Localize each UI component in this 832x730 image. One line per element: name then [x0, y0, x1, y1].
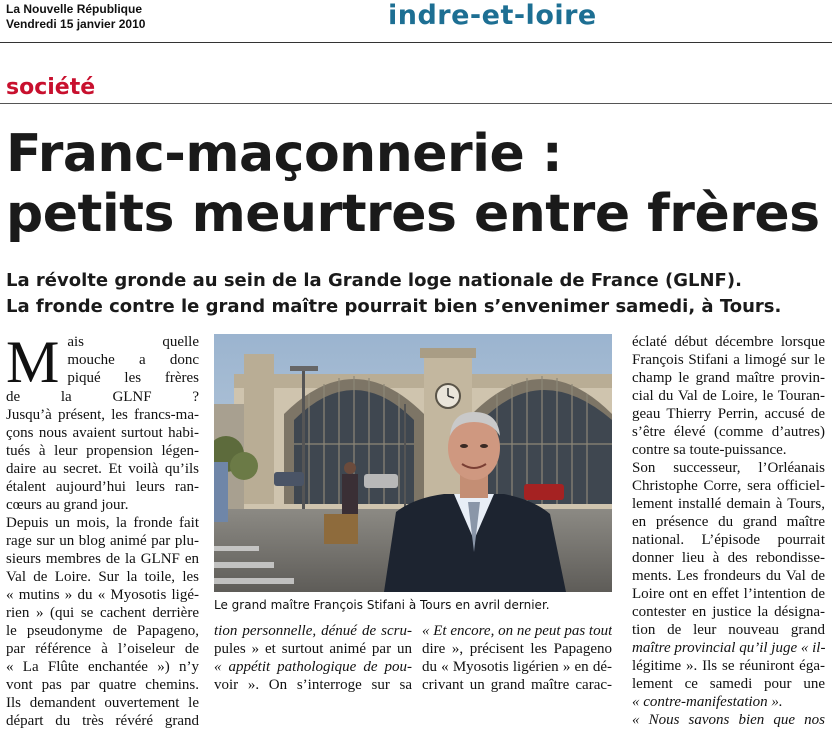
- text-line: tion de leur nouveau grand: [632, 622, 825, 638]
- article-column-3: [422, 622, 612, 694]
- text-line: le pseudonyme de Papageno,: [6, 623, 199, 639]
- article-column-1: [6, 329, 199, 730]
- text-line: piqué les frères: [67, 370, 199, 386]
- text-line: s’être élevé (comme d’autres): [632, 424, 825, 440]
- text-line: départ du très révéré grand: [6, 713, 199, 729]
- text-line: de la GLNF ?: [6, 389, 199, 405]
- text-line: daire au secret. Et voilà qu’ils: [6, 461, 199, 477]
- text-line: champ le grand maître provin-: [632, 370, 825, 386]
- headline-line: Franc-maçonnerie :: [6, 124, 563, 184]
- photo-caption: Le grand maître François Stifani à Tours en avril dernier.: [214, 598, 550, 612]
- headline-line: petits meurtres entre frères: [6, 184, 820, 244]
- text-line: donner lieu à des rebondisse-: [632, 550, 825, 566]
- article-column-4: [632, 333, 825, 729]
- text-line: du « Myosotis ligérien » en dé-: [422, 659, 612, 675]
- text-line: « contre-manifestation ».: [632, 694, 783, 710]
- station-photo-illustration: [214, 334, 612, 592]
- article-column-2: [214, 622, 412, 694]
- text-line: cial du Val de Loire, le Touran-: [632, 388, 825, 404]
- text-line: rage sur un blog animé par plu-: [6, 533, 199, 549]
- text-line: Loire ont en effet l’intention de: [632, 586, 825, 602]
- text-line: tués à leur propension légen-: [6, 443, 199, 459]
- subhead-line: La fronde contre le grand maître pourrait bien s’envenimer samedi, à Tours.: [6, 296, 782, 317]
- drop-cap: M: [6, 329, 60, 395]
- text-line: lement ce samedi pour une: [632, 676, 825, 692]
- edition-title: indre-et-loire: [388, 0, 597, 31]
- text-line: maître provincial qu’il juge « il-: [632, 640, 825, 656]
- text-line: ais quelle: [67, 334, 199, 350]
- text-line: crivant un grand maître carac-: [422, 677, 612, 693]
- text-line: Val de Loire. Sur la toile, les: [6, 569, 199, 585]
- top-rule: [0, 42, 832, 43]
- section-label: société: [6, 75, 96, 100]
- news-photo: [214, 334, 612, 592]
- text-line: tion personnelle, dénué de scru-: [214, 623, 412, 639]
- text-line: lement installé demain à Tours,: [632, 496, 825, 512]
- text-line: vont pas par quatre chemins.: [6, 677, 199, 693]
- text-line: rien » (qui se cachent derrière: [6, 605, 199, 621]
- text-line: « Et encore, on ne peut pas tout: [422, 623, 612, 639]
- subheadline: [6, 268, 832, 320]
- text-line: par référence à l’oiseleur de: [6, 641, 199, 657]
- issue-date: Vendredi 15 janvier 2010: [6, 17, 146, 31]
- text-line: légitime ». Ils se réuniront éga-: [632, 658, 825, 674]
- text-line: en présence du grand maître: [632, 514, 825, 530]
- text-line: étalent aujourd’hui leurs ran-: [6, 479, 199, 495]
- text-line: voir ». On s’interroge sur sa: [214, 677, 412, 693]
- text-line: « appétit pathologique de pou-: [214, 659, 412, 675]
- newspaper-name: La Nouvelle République: [6, 2, 143, 16]
- text-line: mouche a donc: [67, 352, 199, 368]
- text-line: François Stifani a limogé sur le: [632, 352, 825, 368]
- text-line: Son successeur, l’Orléanais: [632, 460, 825, 476]
- headline: [6, 124, 832, 244]
- text-line: ments. Les frondeurs du Val de: [632, 568, 825, 584]
- masthead: [6, 2, 145, 32]
- text-line: contre sa toute-puissance.: [632, 442, 787, 458]
- text-line: dire », précisent les Papageno: [422, 641, 612, 657]
- text-line: contester en justice la désigna-: [632, 604, 825, 620]
- text-line: pules » et surtout animé par un: [214, 641, 412, 657]
- text-line: çons nous avaient surtout habi-: [6, 425, 199, 441]
- text-line: Christophe Corre, sera officiel-: [632, 478, 825, 494]
- text-line: geau Thierry Perrin, accusé de: [632, 406, 825, 422]
- text-line: cœurs au grand jour.: [6, 497, 129, 513]
- section-rule: [0, 103, 832, 104]
- text-line: Depuis un mois, la fronde fait: [6, 515, 199, 531]
- text-line: « La Flûte enchantée ») n’y: [6, 659, 199, 675]
- text-line: sieurs membres de la GLNF en: [6, 551, 199, 567]
- text-line: Jusqu’à présent, les francs-ma-: [6, 407, 199, 423]
- text-line: éclaté début décembre lorsque: [632, 334, 825, 350]
- subhead-line: La révolte gronde au sein de la Grande loge nationale de France (GLNF).: [6, 270, 742, 291]
- text-line: national. L’épisode pourrait: [632, 532, 825, 548]
- text-line: Ils demandent ouvertement le: [6, 695, 199, 711]
- text-line: « Nous savons bien que nos: [632, 712, 825, 728]
- text-line: « mutins » du « Myosotis ligé-: [6, 587, 199, 603]
